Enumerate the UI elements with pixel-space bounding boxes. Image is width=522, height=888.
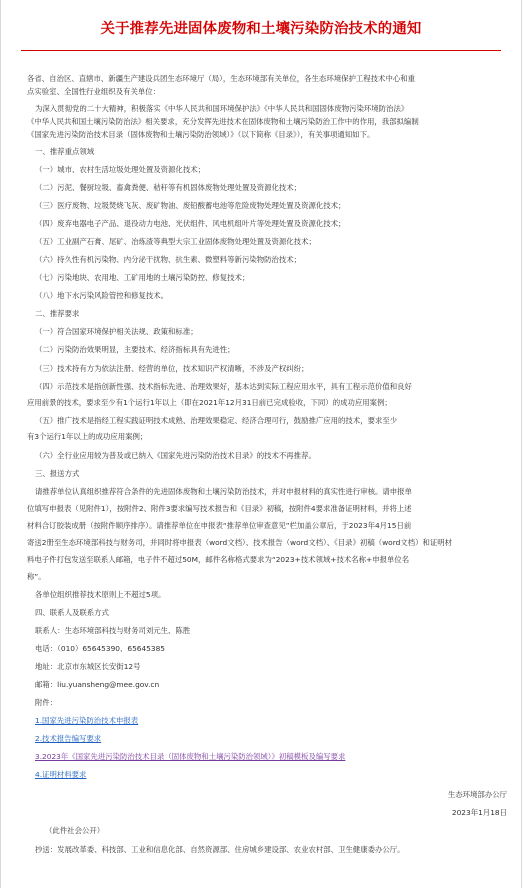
- recipients-line-2: 点实验室、全国性行业组织及有关单位：: [27, 87, 161, 96]
- requirement-line: （五）推广技术是指经工程实践证明技术成熟、治理效果稳定、经济合理可行，鼓励推广应用的技术，要求至少: [35, 416, 398, 425]
- attachment-link-3[interactable]: 3.2023年《国家先进污染防治技术目录（固体废物和土壤污染防治领域）》初稿模板及编写要求: [35, 752, 346, 761]
- page-title: 关于推荐先进固体废物和土壤污染防治技术的通知: [100, 21, 422, 37]
- focus-area-item: （三）医疗废物、垃圾焚烧飞灰、废矿物油、废铅酸蓄电池等危险废物处理处置及资源化技术；: [35, 201, 346, 210]
- signature-date: 2023年1月18日: [451, 808, 507, 817]
- submission-line: 料电子件打包发送至联系人邮箱，电子件不超过50M，邮件名称格式要求为“2023+技术领域+技术名称+申报单位名: [27, 555, 410, 564]
- focus-area-item: （六）持久性有机污染物、内分泌干扰物、抗生素、微塑料等新污染物防治技术；: [35, 255, 302, 264]
- focus-area-item: （一）城市、农村生活垃圾处理处置及资源化技术；: [35, 165, 205, 174]
- intro-line-2: 《中华人民共和国土壤污染防治法》相关要求，充分发挥先进技术在固体废物和土壤污染防治工作中的作用，我部拟编制: [27, 117, 419, 126]
- contact-address: 地址：北京市东城区长安街12号: [35, 662, 141, 671]
- section-heading-contact: 四、联系人及联系方式: [35, 608, 109, 617]
- intro-line-3: 《国家先进污染防治技术目录（固体废物和土壤污染防治领域）》（以下简称《目录》），有关事项通知如下。: [27, 130, 375, 139]
- submission-line: 寄送2册至生态环境部科技与财务司，并同时将申报表（word文档）、技术报告（word文档）、《目录》初稿（word文档）和证明材: [27, 538, 453, 547]
- recipients-line-1: 各省、自治区、直辖市、新疆生产建设兵团生态环境厅（局），生态环境部有关单位，各生态环境保护工程技术中心和重: [27, 74, 416, 83]
- attachment-link-4[interactable]: 4.证明材料要求: [35, 770, 87, 779]
- submission-line: 材料合订胶装成册（按附件顺序排序）。请推荐单位在申报表“推荐单位审查意见”栏加盖公章后，于2023年4月15日前: [27, 521, 412, 530]
- section-heading-requirements: 二、推荐要求: [35, 309, 80, 318]
- signature-org: 生态环境部办公厅: [447, 790, 507, 799]
- attachments-label: 附件：: [35, 698, 58, 707]
- requirement-line: （一）符合国家环境保护相关法规、政策和标准；: [35, 327, 198, 336]
- requirement-line: （四）示范技术是指创新性强、技术指标先进、治理效果好，基本达到实际工程应用水平，具有工程示范价值和良好: [35, 382, 412, 391]
- submission-line: 称”。: [27, 572, 46, 581]
- section-heading-submission: 三、报送方式: [35, 469, 80, 478]
- section-heading-focus-areas: 一、推荐重点领域: [35, 147, 95, 156]
- focus-area-item: （二）污泥、餐厨垃圾、畜禽粪便、秸秆等有机固体废物处理处置及资源化技术；: [35, 183, 302, 192]
- focus-area-item: （五）工业副产石膏、尾矿、冶炼渣等典型大宗工业固体废物处理处置及资源化技术；: [35, 237, 316, 246]
- focus-area-item: （四）废弃电器电子产品、退役动力电池、光伏组件、风电机组叶片等处理处置及资源化技术；: [35, 219, 346, 228]
- cc-line: 抄送：发展改革委、科技部、工业和信息化部、自然资源部、住房城乡建设部、农业农村部、卫生健康委办公厅。: [35, 845, 405, 854]
- submission-line: 各单位组织推荐技术原则上不超过5项。: [35, 590, 166, 599]
- requirement-line: （六）全行业应用较为普及或已纳入《国家先进污染防治技术目录》的技术不再推荐。: [35, 451, 316, 460]
- focus-area-item: （七）污染地块、农用地、工矿用地的土壤污染防控、修复技术；: [35, 273, 250, 282]
- notice-page: [1, 0, 521, 888]
- contact-phone: 电话：（010）65645390、65645385: [35, 644, 165, 653]
- focus-area-item: （八）地下水污染风险管控和修复技术。: [35, 291, 169, 300]
- requirement-line: （三）技术持有方为依法注册、经营的单位，技术知识产权清晰，不涉及产权纠纷；: [35, 364, 309, 373]
- contact-email: 邮箱：liu.yuansheng@mee.gov.cn: [35, 680, 160, 689]
- requirement-line: 有3个运行1年以上的成功应用案例；: [27, 432, 148, 441]
- attachment-link-2[interactable]: 2.技术报告编写要求: [35, 734, 102, 743]
- submission-line: 位填写申报表（见附件1），按附件2、附件3要求编写技术报告和《目录》初稿，按附件4要求准备证明材料，并将上述: [27, 504, 412, 513]
- disclosure-note: （此件社会公开）: [45, 826, 105, 835]
- contact-person: 联系人：生态环境部科技与财务司刘元生、陈胜: [35, 626, 191, 635]
- title-divider: [21, 50, 501, 51]
- intro-line-1: 为深入贯彻党的二十大精神，积极落实《中华人民共和国环境保护法》《中华人民共和国固体废物污染环境防治法》: [35, 104, 409, 113]
- requirement-line: 应用前景的技术，要求至少有1个运行1年以上（即在2021年12月31日前已完成验收，下同）的成功应用案例；: [27, 398, 392, 407]
- submission-line: 请推荐单位认真组织推荐符合条件的先进固体废物和土壤污染防治技术，并对申报材料的真实性进行审核。请申报单: [35, 487, 412, 496]
- requirement-line: （二）污染防治效果明显，主要技术、经济指标具有先进性；: [35, 345, 235, 354]
- attachment-link-1[interactable]: 1.国家先进污染防治技术申报表: [35, 716, 139, 725]
